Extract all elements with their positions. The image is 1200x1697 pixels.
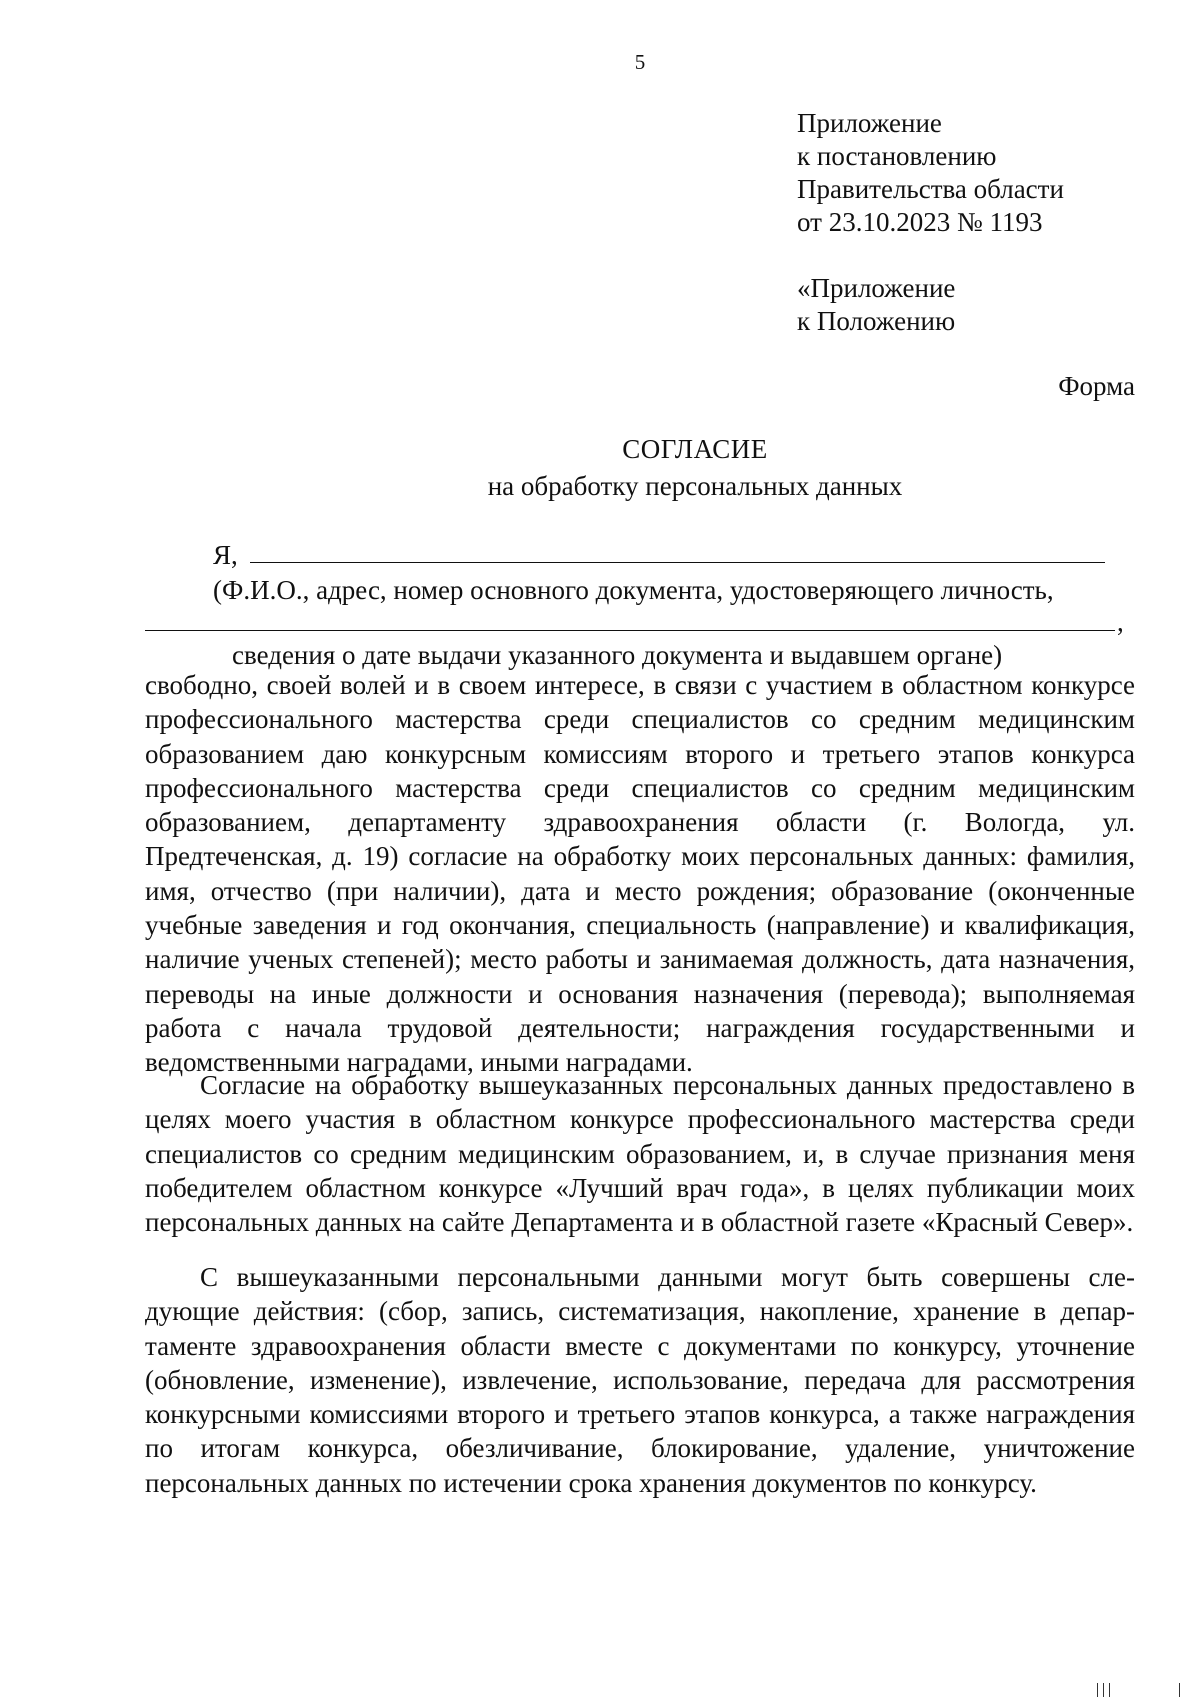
appendix-line: к постановлению — [797, 141, 997, 171]
fill-in-hint-2: сведения о дате выдачи указанного документа и выдавшем органе) — [232, 640, 1003, 670]
consent-paragraph-3: С вышеуказанными персональными данными могут быть совершены следующие действия: (сбор, запись, систематизация, накопление, хранение в департаменте здравоохранения области вместе с документами по конкурсу, уточнение (обновление, изменение), извлечение, использование, передача для рассмотрения конкурсными комиссиями второго и третьего этапов конкурса, а также награждения по итогам конкурса, обезличивание, блокирование, удаление, уничтожение персональных данных по истечении срока хранения документов по конкурсу. — [145, 1262, 1135, 1498]
appendix-inner-header — [797, 272, 955, 338]
document-subtitle: на обработку персональных данных — [487, 471, 903, 501]
fill-in-hint-1: (Ф.И.О., адрес, номер основного документа, удостоверяющего личность, — [213, 575, 1054, 605]
appendix-line: от 23.10.2023 № 1193 — [797, 207, 1043, 237]
scan-edge-marks — [1097, 1677, 1197, 1697]
appendix-inner-line: «Приложение — [797, 273, 956, 303]
appendix-line: Правительства области — [797, 174, 1064, 204]
consent-paragraph-2: Согласие на обработку вышеуказанных персональных данных предоставлено в целях моего участия в областном конкурсе профессионального мастерства среди специалистов со средним медицинским образованием, и, в случае признания меня победителем областном конкурсе «Лучший врач года», в целях публикации моих персональных данных на сайте Департамента и в областной газете «Красный Север». — [145, 1070, 1135, 1238]
fill-in-comma: , — [1117, 607, 1124, 637]
form-label: Форма — [1058, 371, 1135, 401]
appendix-header — [797, 107, 1064, 239]
page-number: 5 — [634, 50, 646, 74]
ya-label: Я, — [213, 540, 238, 570]
appendix-inner-line: к Положению — [797, 306, 956, 336]
appendix-line: Приложение — [797, 108, 942, 138]
fill-in-line-name[interactable] — [250, 562, 1105, 563]
consent-paragraph-1: свободно, своей волей и в своем интересе, в связи с участием в областном конкурсе профессионального мастерства среди специалистов со средним медицинским образованием даю конкурсным комиссиям второго и третьего этапов конкурса профессионального мастерства среди специалистов со средним медицинским образованием, департаменту здравоохранения области (г. Вологда, ул. Предтеченская, д. 19) согласие на обработку моих персональных данных: фамилия, имя, отчество (при наличии), дата и место рождения; образование (оконченные учебные заведения и год окончания, специальность (направление) и квалификация, наличие ученых степеней); место работы и занимаемая должность, дата назначения, переводы на иные должности и основания назначения (перевода); выполняемая работа с начала трудовой деятельности; награждения государственными и ведомственными наградами, иными наградами. — [145, 670, 1135, 1078]
document-title: СОГЛАСИЕ — [622, 434, 768, 464]
fill-in-line-document[interactable] — [145, 630, 1115, 631]
